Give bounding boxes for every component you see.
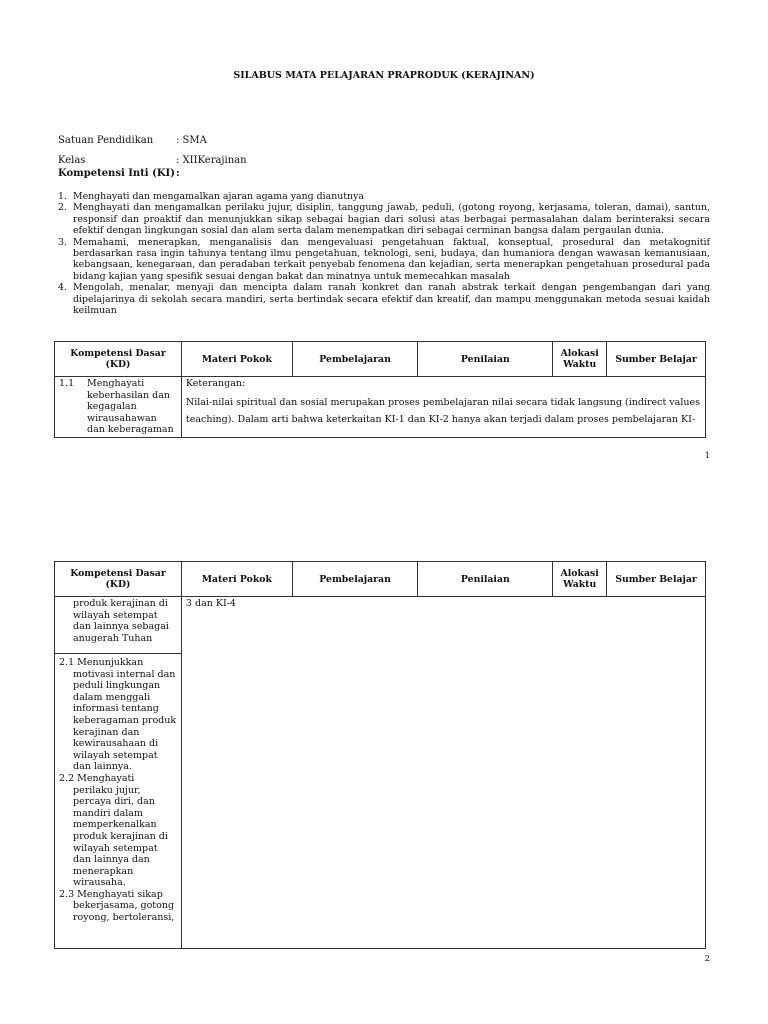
ki-num: 2. [58, 202, 67, 214]
ki-item [58, 202, 710, 236]
ki-num: 1. [58, 191, 67, 202]
kd-cell [55, 597, 182, 654]
ki-text: Memahami, menerapkan, menganalisis dan mengevaluasi pengetahuan faktual, konseptual, prosedural dan metakognitif berdasarkan rasa ingin tahunya tentang ilmu pengetahuan, teknologi, seni, budaya, dan humaniora dengan wawasan kemanusiaan, kebangsaan, kenegaraan, dan peradaban terkait penyebab fenomena dan kejadian, serta menerapkan pengetahuan prosedural pada bidang kajian yang spesifik sesuai dengan bakat dan minatnya untuk memecahkan masalah [73, 236, 710, 282]
kelas-label: Kelas [58, 155, 86, 166]
header-alokasi: Alokasi Waktu [553, 342, 607, 377]
header-penilaian: Penilaian [418, 342, 553, 377]
header-materi: Materi Pokok [181, 342, 292, 377]
header-sumber: Sumber Belajar [607, 342, 706, 377]
silabus-table-page-2 [54, 561, 706, 949]
ki-item [58, 237, 710, 283]
ki-list [58, 191, 710, 316]
ki-text: Menghayati dan mengamalkan perilaku jujur, disiplin, tanggung jawab, peduli, (gotong royong, kerjasama, toleran, damai), santun, responsif dan proaktif dan menunjukkan sikap sebagai bagian dari solusi atas berbagai permasalahan dalam berinteraksi secara efektif dengan lingkungan sosial dan alam serta dalam menempatkan diri sebagai cerminan bangsa dalam pergaulan dunia. [73, 202, 710, 237]
kelas-row [58, 155, 247, 166]
ki-text: Menghayati dan mengamalkan ajaran agama yang dianutnya [73, 191, 364, 202]
kd-cell [55, 654, 182, 949]
table-row [55, 597, 706, 654]
document-title: SILABUS MATA PELAJARAN PRAPRODUK (KERAJINAN) [233, 70, 535, 81]
kd-text: 2.2 Menghayati perilaku jujur, percaya diri, dan mandiri dalam memperkenalkan produk kerajinan di wilayah setempat dan lainnya dan menerapkan wirausaha. [59, 772, 168, 889]
page-2 [0, 490, 768, 1024]
header-alokasi: Alokasi Waktu [553, 562, 607, 597]
header-pembelajaran: Pembelajaran [292, 562, 418, 597]
kd-cell [55, 377, 182, 438]
kd-number: 1.1 [59, 378, 75, 389]
ki-num: 4. [58, 282, 67, 294]
note-text: Nilai-nilai spiritual dan sosial merupakan proses pembelajaran nilai secara tidak langsung (indirect values teaching). Dalam arti bahwa keterkaitan KI-1 dan KI-2 hanya akan terjadi dalam proses pembelajaran KI- [185, 397, 700, 425]
page-number: 2 [704, 954, 710, 964]
header-sumber: Sumber Belajar [607, 562, 706, 597]
kelas-value: : XIIKerajinan [176, 155, 247, 166]
page-number: 1 [704, 451, 710, 461]
note-cell [181, 597, 705, 949]
page-1 [0, 0, 768, 478]
header-kd: Kompetensi Dasar (KD) [55, 562, 182, 597]
table-header-row [55, 562, 706, 597]
keterangan-label: Keterangan: [185, 378, 246, 389]
ki-colon: : [176, 168, 180, 179]
header-pembelajaran: Pembelajaran [292, 342, 418, 377]
header-kd: Kompetensi Dasar (KD) [55, 342, 182, 377]
header-materi: Materi Pokok [181, 562, 292, 597]
header-penilaian: Penilaian [418, 562, 553, 597]
kd-text: produk kerajinan di wilayah setempat dan lainnya sebagai anugerah Tuhan [73, 598, 169, 644]
ki-label: Kompetensi Inti (KI) [58, 168, 175, 179]
kd-text: 2.3 Menghayati sikap bekerjasama, gotong royong, bertoleransi, [59, 888, 175, 924]
kd-text: 2.1 Menunjukkan motivasi internal dan peduli lingkungan dalam menggali informasi tentang keberagaman produk kerajinan dan kewirausahaan di wilayah setempat dan lainnya. [59, 657, 177, 773]
kd-text: Menghayati keberhasilan dan kegagalan wirausahawan dan keberagaman [87, 378, 174, 436]
ki-item [58, 282, 710, 316]
table-row [55, 377, 706, 438]
ki-heading-row [58, 168, 180, 179]
ki-item [58, 191, 710, 202]
table-header-row [55, 342, 706, 377]
satuan-pendidikan-row [58, 135, 207, 146]
silabus-table-page-1 [54, 341, 706, 438]
satuan-value: : SMA [176, 135, 207, 146]
satuan-label: Satuan Pendidikan [58, 135, 154, 146]
note-text: 3 dan KI-4 [185, 598, 236, 609]
note-cell [181, 377, 705, 438]
ki-text: Mengolah, menalar, menyaji dan mencipta dalam ranah konkret dan ranah abstrak terkait dengan pengembangan dari yang dipelajarinya di sekolah secara mandiri, serta bertindak secara efektif dan kreatif, dan mampu menggunakan metoda sesuai kaidah keilmuan [73, 282, 710, 317]
ki-num: 3. [58, 236, 67, 248]
